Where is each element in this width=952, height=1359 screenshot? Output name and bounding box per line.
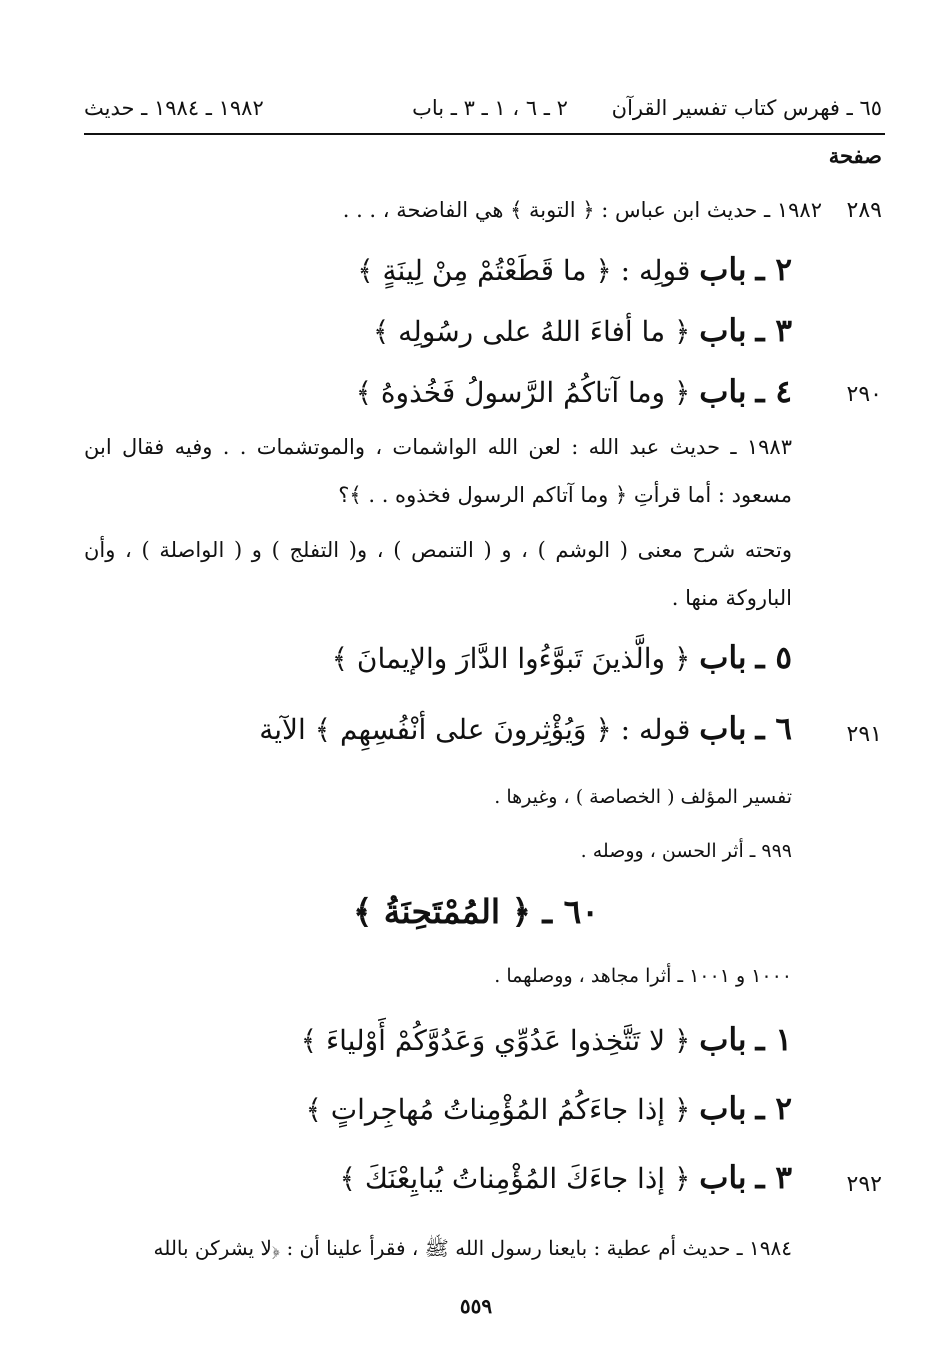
bab-3-heading [373, 313, 792, 349]
bab-3-text: ﴿ ما أفاءَ اللهُ على رسُولِه ﴾ [372, 315, 691, 348]
mumtahana-bab-1-word: باب [699, 1022, 747, 1058]
mumtahana-bab-1-number: ١ ـ [755, 1022, 792, 1058]
hadith-1983: ١٩٨٣ ـ حديث عبد الله : لعن الله الواشمات ، والموتشمات . . وفيه فقال ابن مسعود : أما قرأتِ ﴿ وما آتاكم الرسول فخذوه . . ﴾؟ [84, 435, 792, 507]
bab-2-word: باب [699, 252, 747, 288]
bab-5-number: ٥ ـ [755, 640, 792, 676]
athar-999: ٩٩٩ ـ أثر الحسن ، ووصله . [580, 840, 792, 862]
page-number-291: ٢٩١ [846, 722, 882, 747]
mumtahana-bab-2-number: ٢ ـ [755, 1091, 792, 1127]
bab-3-word: باب [699, 313, 747, 349]
running-header-sections: ٢ ـ ٦ ، ١ ـ ٣ ـ باب [412, 96, 568, 120]
sharh-note: وتحته شرح معنى ( الوشم ) ، و ( التنمص ) ، و( التفلج ) و ( الواصلة ) ، وأن الباروكة منها . [84, 538, 792, 610]
bab-4-heading [356, 374, 792, 410]
bab-6-text: قوله : ﴿ وَيُؤْثِرونَ على أنْفُسِهِم ﴾ الآية [259, 713, 691, 746]
mumtahana-bab-2-word: باب [699, 1091, 747, 1127]
page-number-290: ٢٩٠ [846, 382, 882, 407]
folio-page-number: ٥٥٩ [459, 1294, 493, 1318]
mumtahana-bab-3-text: ﴿ إذا جاءَكَ المُؤْمِناتُ يُبايِعْنَكَ ﴾ [339, 1162, 691, 1195]
bab-2-heading [357, 252, 792, 288]
mumtahana-bab-1-text: ﴿ لا تَتَّخِذوا عَدُوِّي وَعَدُوَّكُمْ أَوْلياءَ ﴾ [300, 1024, 691, 1057]
page-column-label: صفحة [828, 143, 882, 168]
bab-4-text: ﴿ وما آتاكُمُ الرَّسولُ فَخُذوهُ ﴾ [355, 376, 691, 409]
bab-4-word: باب [699, 374, 747, 410]
hadith-1984: ١٩٨٤ ـ حديث أم عطية : بايعنا رسول الله ﷺ ، فقرأ علينا أن : ﴿لا يشركن بالله [153, 1236, 792, 1260]
bab-6-number: ٦ ـ [755, 711, 792, 747]
bab-3-number: ٣ ـ [755, 313, 792, 349]
running-header-range: ١٩٨٢ ـ ١٩٨٤ ـ حديث [84, 96, 264, 120]
header-rule [84, 133, 885, 135]
mumtahana-bab-2-text: ﴿ إذا جاءَكُمُ المُؤْمِناتُ مُهاجِراتٍ ﴾ [305, 1093, 691, 1126]
running-header-title: ٦٥ ـ فهرس كتاب تفسير القرآن [611, 96, 882, 120]
mumtahana-bab-2-heading [305, 1091, 792, 1127]
bab-4-number: ٤ ـ [755, 374, 792, 410]
bab-2-text: قولِه : ﴿ ما قَطَعْتُمْ مِنْ لِينَةٍ ﴾ [357, 254, 691, 287]
mumtahana-bab-3-word: باب [699, 1160, 747, 1196]
bab-5-word: باب [699, 640, 747, 676]
mumtahana-bab-3-number: ٣ ـ [755, 1160, 792, 1196]
bab-5-heading [332, 640, 792, 676]
page-number-289: ٢٨٩ [846, 198, 882, 223]
bab-2-number: ٢ ـ [755, 252, 792, 288]
tafsir-note: تفسير المؤلف ( الخصاصة ) ، وغيرها . [494, 786, 792, 808]
bab-6-heading [259, 711, 792, 747]
mumtahana-bab-1-heading [301, 1022, 792, 1058]
athar-1000-1001: ١٠٠٠ و ١٠٠١ ـ أثرا مجاهد ، ووصلهما . [494, 965, 792, 987]
hadith-1982: ١٩٨٢ ـ حديث ابن عباس : ﴿ التوبة ﴾ هي الفاضحة ، . . . [342, 198, 822, 222]
bab-6-word: باب [699, 711, 747, 747]
mumtahana-bab-3-heading [340, 1160, 792, 1196]
surah-title: ٦٠ ـ ﴿ المُمْتَحِنَةُ ﴾ [352, 892, 600, 931]
page-number-292: ٢٩٢ [846, 1172, 882, 1197]
bab-5-text: ﴿ والَّذينَ تَبوَّءُوا الدَّارَ والإيمانَ ﴾ [331, 642, 691, 675]
